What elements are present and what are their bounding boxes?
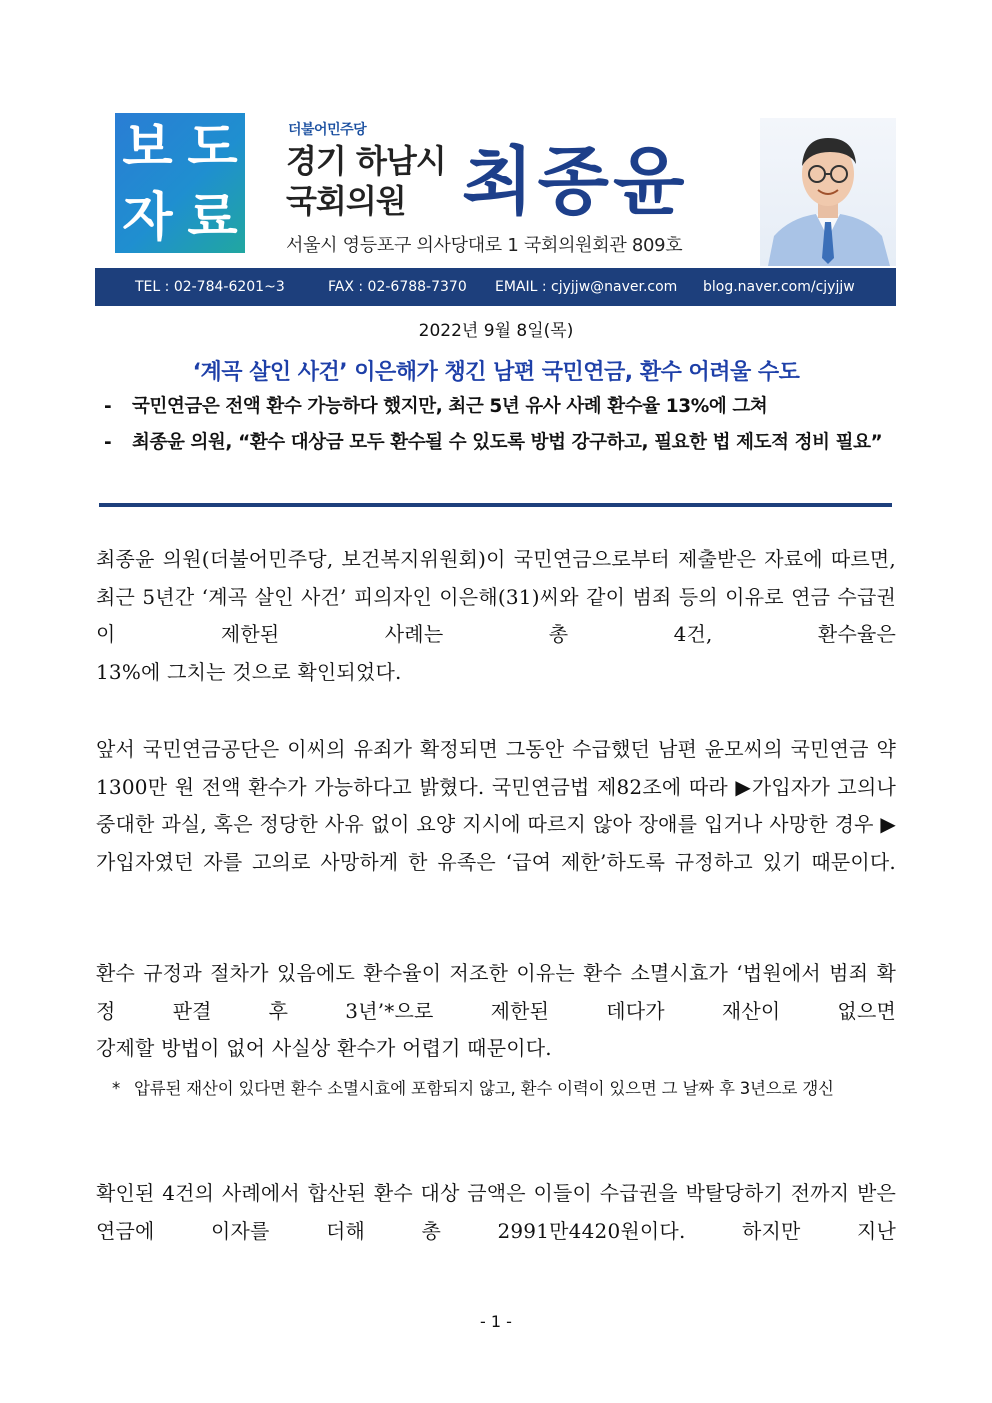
footnote — [112, 1075, 898, 1103]
badge-char: 보 — [122, 118, 173, 178]
body-paragraph — [96, 541, 896, 691]
subheading-text: 국민연금은 전액 환수 가능하다 했지만, 최근 5년 유사 사례 환수율 13%에 그쳐 — [132, 396, 768, 417]
body-paragraph — [96, 1175, 896, 1250]
subheading-dash: - — [104, 432, 112, 453]
badge-char: 도 — [187, 118, 238, 178]
footnote-mark: * — [112, 1079, 121, 1098]
region-line-1: 경기 하남시 — [286, 142, 446, 180]
press-release-badge — [115, 113, 245, 253]
page-number: - 1 - — [480, 1312, 512, 1331]
release-date: 2022년 9월 8일(목) — [418, 321, 574, 341]
paragraph-text: 앞서 국민연금공단은 이씨의 유죄가 확정되면 그동안 수급했던 남편 윤모씨의 국민연금 약 1300만 원 전액 환수가 가능하다고 밝혔다. 국민연금법 제82조에 따라 ▶가입자가 고의나 중대한 과실, 혹은 정당한 사유 없이 요양 지시에 따르지 않아 장애를 입거나 사망한 경우 ▶가입자였던 자를 고의로 사망하게 한 유족은 ‘급여 제한’하도록 규정하고 있기 때문이다. — [96, 737, 896, 874]
paragraph-last-line: 강제할 방법이 없어 사실상 환수가 어렵기 때문이다. — [96, 1036, 552, 1060]
contact-email: EMAIL : cjyjjw@naver.com — [495, 279, 678, 295]
contact-bar — [95, 268, 896, 306]
footnote-text: 압류된 재산이 있다면 환수 소멸시효에 포함되지 않고, 환수 이력이 있으면 그 날짜 후 3년으로 갱신 — [134, 1079, 834, 1098]
divider-rule — [99, 503, 892, 507]
paragraph-text: 환수 규정과 절차가 있음에도 환수율이 저조한 이유는 환수 소멸시효가 ‘법원에서 범죄 확정 판결 후 3년’*으로 제한된 데다가 재산이 없으면 — [96, 961, 896, 1023]
subheading-text: 최종윤 의원, “환수 대상금 모두 환수될 수 있도록 방법 강구하고, 필요한 법 제도적 정비 필요” — [132, 432, 883, 453]
headline: ‘계곡 살인 사건’ 이은해가 챙긴 남편 국민연금, 환수 어려울 수도 — [192, 360, 800, 385]
region-title — [286, 141, 446, 221]
representative-name: 최종윤 — [462, 139, 689, 225]
badge-char: 료 — [187, 188, 238, 248]
paragraph-last-line: 13%에 그치는 것으로 확인되었다. — [96, 659, 402, 684]
body-paragraph — [96, 955, 896, 1068]
subheading — [104, 390, 894, 424]
region-line-2: 국회의원 — [286, 182, 406, 220]
subheading-dash: - — [104, 396, 112, 417]
paragraph-text: 최종윤 의원(더불어민주당, 보건복지위원회)이 국민연금으로부터 제출받은 자료에 따르면, 최근 5년간 ‘계곡 살인 사건’ 피의자인 이은해(31)씨와 같이 범죄 등의 이유로 연금 수급권이 제한된 사례는 총 4건, 환수율은 — [96, 547, 896, 646]
subheading — [104, 426, 894, 460]
contact-tel: TEL : 02-784-6201~3 — [135, 279, 285, 295]
office-address: 서울시 영등포구 의사당대로 1 국회의원회관 809호 — [286, 235, 683, 256]
portrait-photo — [760, 118, 896, 266]
contact-blog: blog.naver.com/cjyjjw — [703, 279, 855, 295]
badge-char: 자 — [122, 188, 173, 248]
contact-fax: FAX : 02-6788-7370 — [328, 279, 467, 295]
portrait-illustration — [760, 118, 896, 266]
body-paragraph — [96, 731, 896, 881]
paragraph-text: 확인된 4건의 사례에서 합산된 환수 대상 금액은 이들이 수급권을 박탈당하기 전까지 받은 연금에 이자를 더해 총 2991만4420원이다. 하지만 지난 — [96, 1181, 896, 1243]
party-logo-text: 더불어민주당 — [288, 122, 367, 138]
